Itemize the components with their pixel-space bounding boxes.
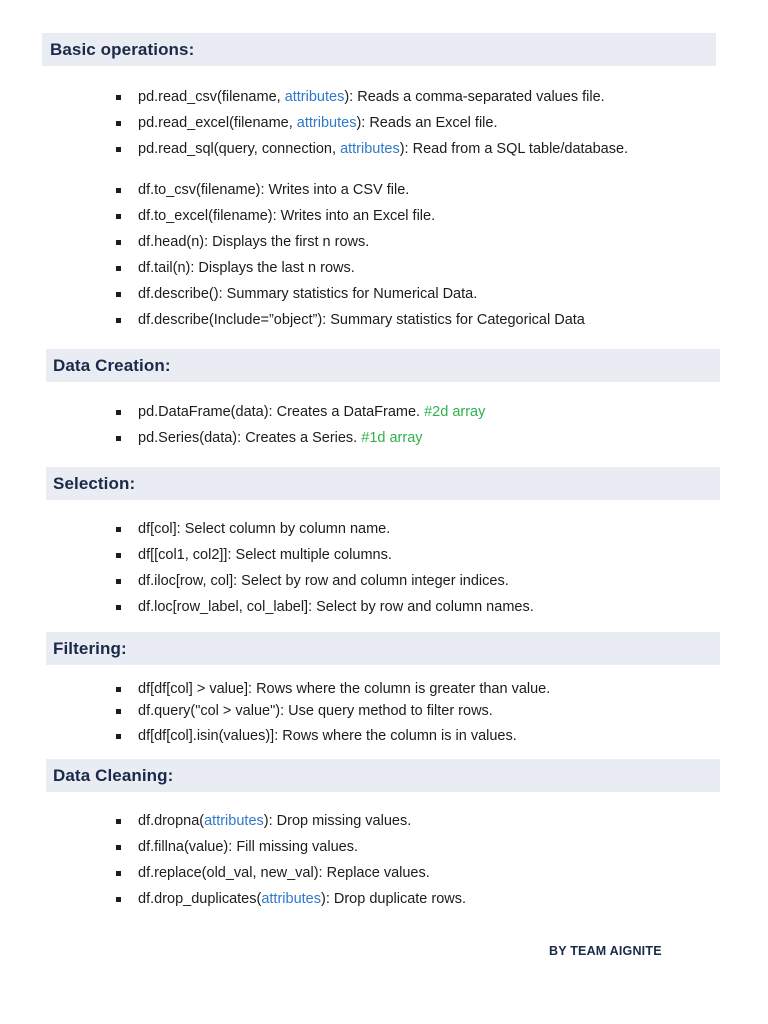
text-segment: df.fillna(value): Fill missing values. bbox=[138, 839, 358, 855]
list-item-text bbox=[138, 402, 638, 422]
text-segment: pd.Series(data): Creates a Series. bbox=[138, 430, 362, 446]
section-header-data-creation bbox=[46, 349, 720, 382]
section-header-data-cleaning bbox=[46, 759, 720, 792]
section-title: Basic operations: bbox=[50, 39, 195, 59]
bullet-icon bbox=[116, 240, 121, 245]
text-segment: ): Reads a comma-separated values file. bbox=[344, 89, 605, 105]
bullet-icon bbox=[116, 527, 121, 532]
keyword-attributes: attributes bbox=[340, 141, 400, 157]
footer-credit: BY TEAM AIGNITE bbox=[549, 944, 662, 958]
bullet-icon bbox=[116, 266, 121, 271]
bullet-icon bbox=[116, 436, 121, 441]
keyword-attributes: attributes bbox=[296, 115, 357, 131]
text-segment: df[[col1, col2]]: Select multiple columns. bbox=[138, 547, 392, 563]
text-segment: df.drop_duplicates( bbox=[138, 891, 262, 907]
text-segment: df.loc[row_label, col_label]: Select by row and column names. bbox=[138, 599, 534, 615]
text-segment: pd.DataFrame(data): Creates a DataFrame. bbox=[138, 404, 425, 420]
list-item-text bbox=[138, 701, 638, 721]
section-title: Data Cleaning: bbox=[53, 765, 174, 785]
list-item-text bbox=[138, 139, 638, 159]
section-header-selection bbox=[46, 467, 720, 500]
section-title: Filtering: bbox=[53, 638, 127, 658]
list-item-text bbox=[138, 837, 638, 857]
bullet-icon bbox=[116, 553, 121, 558]
list-item-text bbox=[138, 232, 638, 252]
list-item-text bbox=[138, 726, 638, 746]
list-item-text bbox=[138, 87, 638, 107]
bullet-icon bbox=[116, 95, 121, 100]
text-segment: df[df[col] > value]: Rows where the column is greater than value. bbox=[138, 681, 551, 697]
list-item-text bbox=[138, 258, 638, 278]
text-segment: df.describe(): Summary statistics for Numerical Data. bbox=[138, 286, 478, 302]
list-item-text bbox=[138, 571, 638, 591]
text-segment: ): Read from a SQL table/database. bbox=[399, 141, 629, 157]
text-segment: ): Drop missing values. bbox=[263, 813, 412, 829]
bullet-icon bbox=[116, 121, 121, 126]
list-item-text bbox=[138, 113, 638, 133]
list-item-text bbox=[138, 545, 638, 565]
bullet-icon bbox=[116, 709, 121, 714]
bullet-icon bbox=[116, 871, 121, 876]
bullet-icon bbox=[116, 897, 121, 902]
text-segment: df.replace(old_val, new_val): Replace values. bbox=[138, 865, 430, 881]
keyword-attributes: attributes bbox=[284, 89, 345, 105]
bullet-icon bbox=[116, 410, 121, 415]
text-segment: df.iloc[row, col]: Select by row and column integer indices. bbox=[138, 573, 509, 589]
text-segment: df.to_csv(filename): Writes into a CSV file. bbox=[138, 182, 410, 198]
text-segment: df.head(n): Displays the first n rows. bbox=[138, 234, 370, 250]
list-item-text bbox=[138, 284, 638, 304]
bullet-icon bbox=[116, 318, 121, 323]
bullet-icon bbox=[116, 845, 121, 850]
list-item-text bbox=[138, 889, 638, 909]
comment-text: #1d array bbox=[361, 430, 423, 446]
section-header-basic-operations bbox=[42, 33, 716, 66]
section-title: Data Creation: bbox=[53, 355, 171, 375]
list-item-text bbox=[138, 519, 638, 539]
bullet-icon bbox=[116, 734, 121, 739]
list-item-text bbox=[138, 180, 638, 200]
bullet-icon bbox=[116, 687, 121, 692]
list-item-text bbox=[138, 206, 638, 226]
comment-text: #2d array bbox=[424, 404, 486, 420]
keyword-attributes: attributes bbox=[261, 891, 321, 907]
bullet-icon bbox=[116, 605, 121, 610]
text-segment: ): Reads an Excel file. bbox=[356, 115, 498, 131]
bullet-icon bbox=[116, 147, 121, 152]
text-segment: df.tail(n): Displays the last n rows. bbox=[138, 260, 355, 276]
list-item-text bbox=[138, 811, 638, 831]
bullet-icon bbox=[116, 214, 121, 219]
bullet-icon bbox=[116, 188, 121, 193]
bullet-icon bbox=[116, 819, 121, 824]
list-item-text bbox=[138, 863, 638, 883]
text-segment: pd.read_csv(filename, bbox=[138, 89, 285, 105]
text-segment: df.query("col > value"): Use query method to filter rows. bbox=[138, 703, 493, 719]
text-segment: df.dropna( bbox=[138, 813, 205, 829]
section-header-filtering bbox=[46, 632, 720, 665]
section-title: Selection: bbox=[53, 473, 136, 493]
text-segment: df[df[col].isin(values)]: Rows where the column is in values. bbox=[138, 728, 517, 744]
list-item-text bbox=[138, 428, 638, 448]
list-item-text bbox=[138, 679, 638, 699]
keyword-attributes: attributes bbox=[204, 813, 264, 829]
bullet-icon bbox=[116, 579, 121, 584]
text-segment: ): Drop duplicate rows. bbox=[320, 891, 467, 907]
bullet-icon bbox=[116, 292, 121, 297]
text-segment: df.to_excel(filename): Writes into an Excel file. bbox=[138, 208, 436, 224]
list-item-text bbox=[138, 597, 638, 617]
text-segment: df[col]: Select column by column name. bbox=[138, 521, 391, 537]
text-segment: pd.read_excel(filename, bbox=[138, 115, 297, 131]
list-item-text bbox=[138, 310, 638, 330]
text-segment: df.describe(Include=”object”): Summary statistics for Categorical Data bbox=[138, 312, 585, 328]
text-segment: pd.read_sql(query, connection, bbox=[138, 141, 341, 157]
